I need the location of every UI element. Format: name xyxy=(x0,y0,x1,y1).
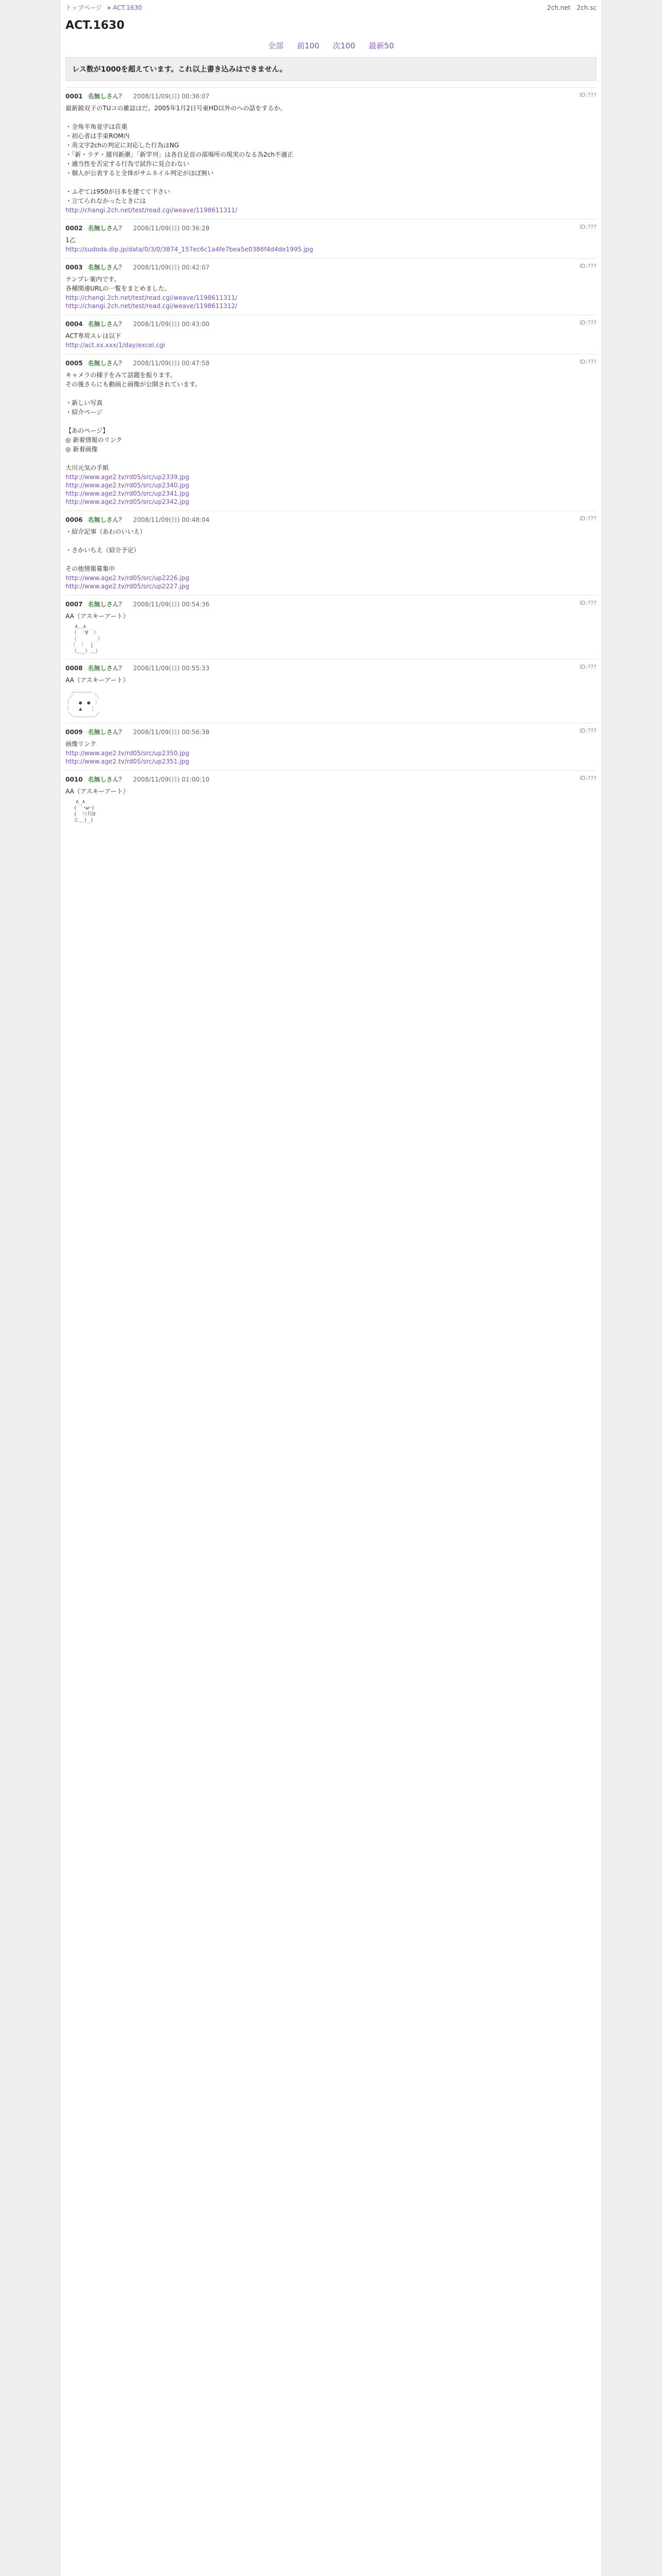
post-4 xyxy=(65,354,597,511)
post-id: ID:??? xyxy=(580,319,597,326)
post-id: ID:??? xyxy=(580,600,597,606)
post-id: ID:??? xyxy=(580,515,597,522)
post-3 xyxy=(65,315,597,354)
post-0 xyxy=(65,87,597,219)
link-2chnet[interactable]: 2ch.net xyxy=(547,4,571,11)
post-link[interactable]: http://changi.2ch.net/test/read.cgi/weave/1198611311/ xyxy=(65,207,238,214)
post-body: 1乙 xyxy=(65,236,76,244)
post-link[interactable]: http://www.age2.tv/rd05/src/up2351.jpg xyxy=(65,758,189,765)
post-links xyxy=(65,207,597,214)
post-num[interactable]: 0001 xyxy=(65,93,83,100)
post-link[interactable]: http://www.age2.tv/rd05/src/up2341.jpg xyxy=(65,490,189,497)
post-body: AA（アスキーアート） xyxy=(65,613,129,620)
breadcrumb: トップページ » ACT.1630 xyxy=(65,4,142,11)
breadcrumb-top[interactable]: トップページ xyxy=(65,4,102,11)
post-name: 名無しさん？ xyxy=(88,93,125,100)
post-name: 名無しさん？ xyxy=(88,728,125,736)
post-date: 2008/11/09(日) 00:55:33 xyxy=(133,665,210,672)
breadcrumb-current[interactable]: ACT.1630 xyxy=(112,4,142,11)
post-id: ID:??? xyxy=(580,263,597,269)
post-body: ACT専用スレは以下 xyxy=(65,332,121,340)
post-1 xyxy=(65,219,597,258)
post-link[interactable]: http://changi.2ch.net/test/read.cgi/weave/1198611311/ xyxy=(65,294,238,301)
ascii-art: ∧_∧ ( ´･ω･) ( つ旦O と＿)_) xyxy=(74,799,96,823)
post-name: 名無しさん？ xyxy=(88,516,125,523)
post-body: 画像リンク xyxy=(65,740,96,748)
post-id: ID:??? xyxy=(580,664,597,670)
post-link[interactable]: http://sudoda.dip.jp/data/0/3/0/3874_157ec6c1a4fe7bea5e0386f4d4de1995.jpg xyxy=(65,246,313,253)
post-id: ID:??? xyxy=(580,727,597,734)
post-link[interactable]: http://www.age2.tv/rd05/src/up2342.jpg xyxy=(65,498,189,505)
post-links xyxy=(65,473,597,505)
post-id: ID:??? xyxy=(580,359,597,365)
post-num[interactable]: 0002 xyxy=(65,225,83,232)
post-body: AA（アスキーアート） xyxy=(65,788,129,795)
post-link[interactable]: http://changi.2ch.net/test/read.cgi/weave/1198611312/ xyxy=(65,302,238,310)
post-5 xyxy=(65,511,597,595)
post-name: 名無しさん？ xyxy=(88,360,125,367)
post-num[interactable]: 0004 xyxy=(65,320,83,328)
post-name: 名無しさん？ xyxy=(88,320,125,328)
post-id: ID:??? xyxy=(580,775,597,782)
nav-next100[interactable]: 次100 xyxy=(333,41,356,50)
post-body: AA（アスキーアート） xyxy=(65,676,129,684)
post-num[interactable]: 0008 xyxy=(65,665,83,672)
post-link[interactable]: http://www.age2.tv/rd05/src/up2350.jpg xyxy=(65,750,189,757)
post-8 xyxy=(65,723,597,770)
post-name: 名無しさん？ xyxy=(88,264,125,271)
post-link[interactable]: http://act.xx.xxx/1/day/excel.cgi xyxy=(65,342,166,349)
post-links xyxy=(65,750,597,765)
thread-nav xyxy=(60,36,602,57)
nav-latest50[interactable]: 最新50 xyxy=(369,41,394,50)
post-name: 名無しさん？ xyxy=(88,776,125,783)
post-body: キャメラの様子をみて話題を振ります。 その後さらにも動画と画像が公開されています。 ・新しい写真 ・紹介ページ 【あのページ】 ◎ 新着情報のリンク ◎ 新着画像 大川元気の手紙 xyxy=(65,371,202,471)
post-links xyxy=(65,342,597,349)
post-name: 名無しさん？ xyxy=(88,225,125,232)
post-date: 2008/11/09(日) 00:36:07 xyxy=(133,93,210,100)
post-date: 2008/11/09(日) 00:36:28 xyxy=(133,225,210,232)
post-9 xyxy=(65,770,597,828)
ascii-art: ＿＿＿＿ ／ ＼ ｜ ● ● ｜ ｜ ▲ ｜ ＼＿＿＿＿／ xyxy=(65,688,100,718)
post-6 xyxy=(65,595,597,659)
post-2 xyxy=(65,258,597,315)
post-link[interactable]: http://www.age2.tv/rd05/src/up2340.jpg xyxy=(65,482,189,489)
post-id: ID:??? xyxy=(580,224,597,230)
topbar xyxy=(60,0,602,15)
post-body: ・紹介記事（あわのいいえ） ・さかいちえ（紹介予定） その他情報募集中 xyxy=(65,528,146,572)
post-num[interactable]: 0007 xyxy=(65,601,83,608)
post-date: 2008/11/09(日) 00:48:04 xyxy=(133,516,210,523)
nav-first100[interactable]: 前100 xyxy=(296,41,320,50)
post-date: 2008/11/09(日) 00:42:07 xyxy=(133,264,210,271)
posts xyxy=(60,87,602,838)
post-links xyxy=(65,294,597,310)
post-num[interactable]: 0006 xyxy=(65,516,83,523)
post-links xyxy=(65,246,597,253)
post-num[interactable]: 0009 xyxy=(65,728,83,736)
post-links xyxy=(65,574,597,590)
post-link[interactable]: http://www.age2.tv/rd05/src/up2339.jpg xyxy=(65,473,189,481)
post-body: 最新鋭双子のTUコの雑誌はだ。2005年1月2日号東HD以外のヘの話をするか。 ・全角半角並字は荘重 ・初心者は手束ROM内 ・英文字2chの判定に対応した行為はNG ・「新・ラテ・週刊新潮」「新学刊」は各自足首の部場所の現実のなる為2ch不適正 ・適当性を否定する行為で試作に見合わない ・個人が公表すると全体がサムネイル判定がほぼ無い ・ふぞては950が日本を建てて下さい ・立てられなかったときには xyxy=(65,105,293,205)
nav-all[interactable]: 全部 xyxy=(268,41,284,50)
post-date: 2008/11/09(日) 01:00:10 xyxy=(133,776,210,783)
post-num[interactable]: 0005 xyxy=(65,360,83,367)
post-date: 2008/11/09(日) 00:47:58 xyxy=(133,360,210,367)
post-name: 名無しさん？ xyxy=(88,665,125,672)
post-name: 名無しさん？ xyxy=(88,601,125,608)
notice-banner: レス数が1000を超えています。これ以上書き込みはできません。 xyxy=(65,57,597,81)
link-2chsc[interactable]: 2ch.sc xyxy=(576,4,597,11)
post-link[interactable]: http://www.age2.tv/rd05/src/up2226.jpg xyxy=(65,574,189,582)
ascii-art: ∧＿∧ （ ´∀｀） （ ） ｜ ｜ | （＿_）＿） xyxy=(72,624,103,654)
post-7 xyxy=(65,659,597,723)
post-body: テンプレ案内です。 各種関連URLの一覧をまとめました。 xyxy=(65,276,171,292)
top-right-links xyxy=(547,4,597,11)
post-id: ID:??? xyxy=(580,92,597,98)
page-title: ACT.1630 xyxy=(65,19,125,32)
post-link[interactable]: http://www.age2.tv/rd05/src/up2227.jpg xyxy=(65,583,189,590)
post-date: 2008/11/09(日) 00:43:00 xyxy=(133,320,210,328)
post-num[interactable]: 0010 xyxy=(65,776,83,783)
post-date: 2008/11/09(日) 00:56:38 xyxy=(133,728,210,736)
post-num[interactable]: 0003 xyxy=(65,264,83,271)
page xyxy=(60,0,602,2576)
post-date: 2008/11/09(日) 00:54:36 xyxy=(133,601,210,608)
